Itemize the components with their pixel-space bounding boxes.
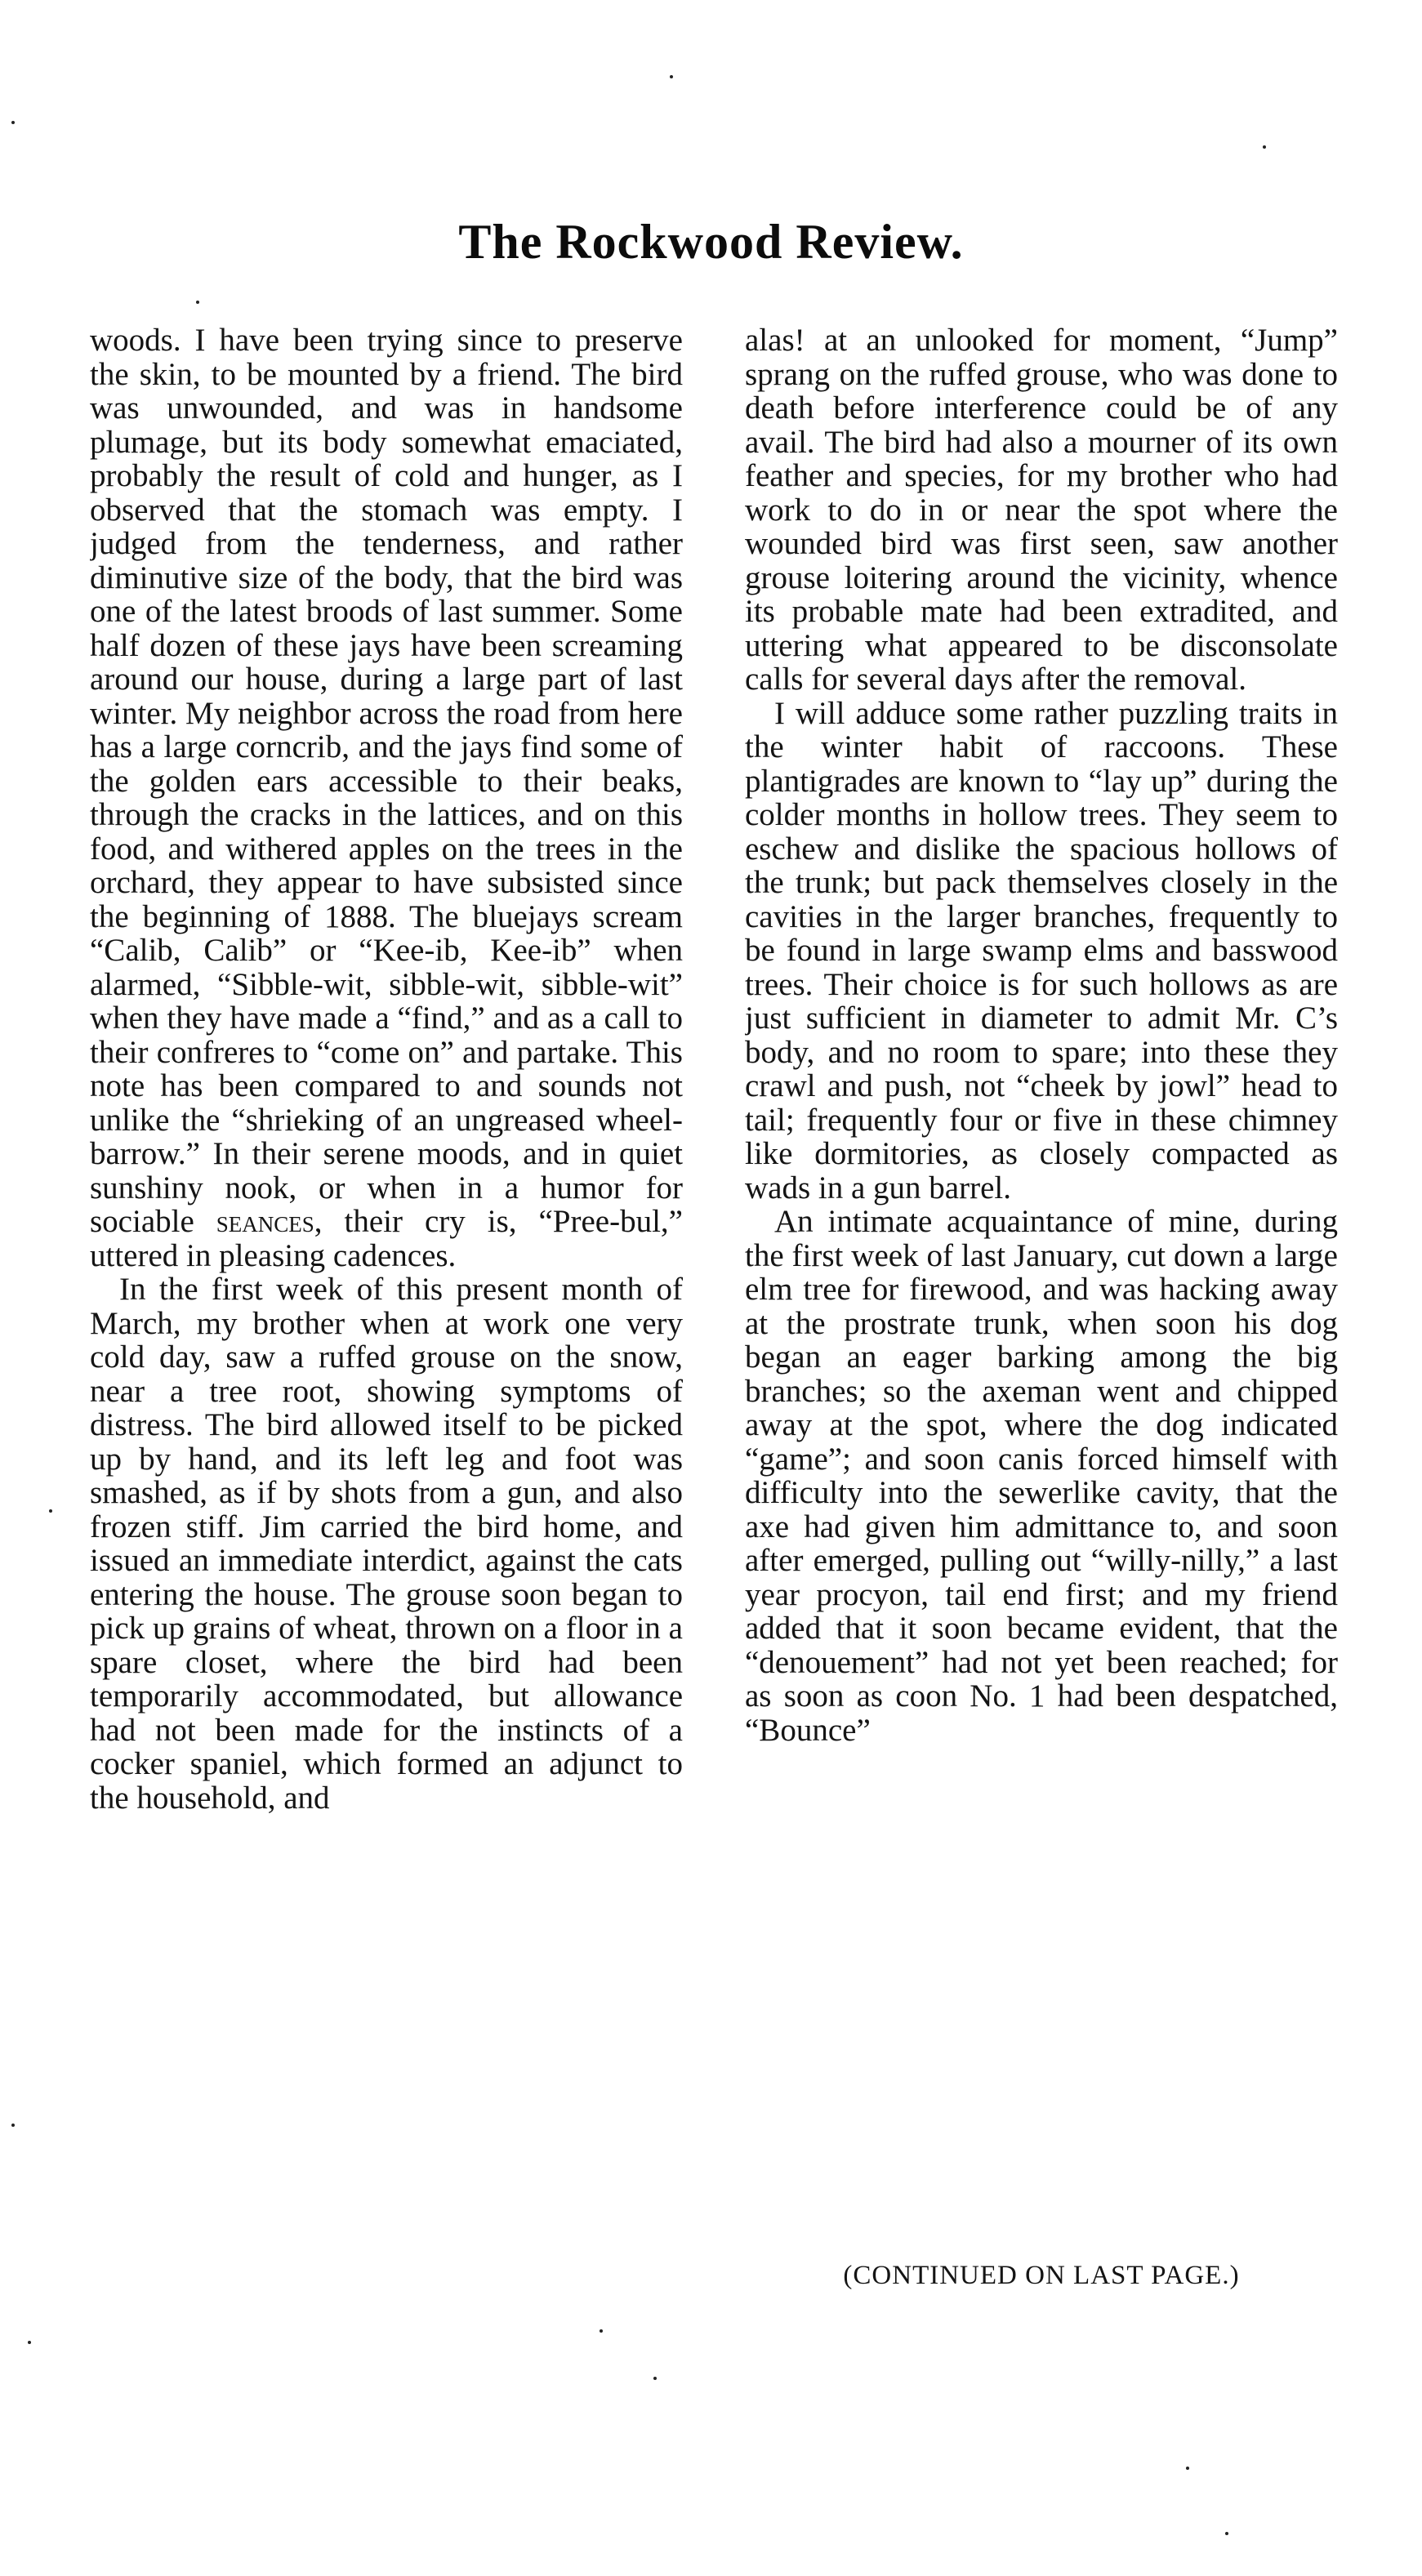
continued-notice: (CONTINUED ON LAST PAGE.): [843, 2261, 1240, 2290]
scan-speck: [1225, 2532, 1228, 2535]
paragraph: I will adduce some rather puzzling traits in the winter habit of raccoons. These plantigrades are known to “lay up” during the colder months in hollow trees. They seem to eschew and dislike the spacious hollows of the trunk; but pack themselves closely in the cavities in the larger branches, frequently to be found in large swamp elms and basswood trees. Their choice is for such hollows as are just sufficient in diameter to admit Mr. C’s body, and no room to spare; into these they crawl and push, not “cheek by jowl” head to tail; frequently four or five in these chimney like dormitories, as closely compacted as wads in a gun barrel.: [745, 695, 1338, 1206]
small-caps-word: seances: [216, 1204, 314, 1239]
scan-speck: [670, 75, 673, 78]
paragraph: alas! at an unlooked for moment, “Jump” sprang on the ruffed grouse, who was done to death before interference could be of any avail. The bird had also a mourner of its own feather and species, for my brother who had work to do in or near the spot where the wounded bird was first seen, saw another grouse loitering around the vicinity, whence its probable mate had been extradited, and uttering what appeared to be disconsolate calls for several days after the removal.: [745, 323, 1338, 697]
scan-speck: [49, 1509, 52, 1513]
paragraph-text: , their cry is, “Pree-bul,” uttered in pleasing cadences.: [90, 1204, 683, 1273]
scan-speck: [28, 2341, 31, 2344]
scan-speck: [1186, 2467, 1189, 2470]
masthead-title: The Rockwood Review.: [458, 215, 964, 269]
paragraph: [90, 323, 683, 1272]
scan-speck: [1263, 145, 1266, 149]
right-column: [745, 323, 1338, 2239]
paragraph: In the first week of this present month of March, my brother when at work one very cold day, saw a ruffed grouse on the snow, near a tree root, showing symptoms of distress. The bird allowed itself to be picked up by hand, and its left leg and foot was smashed, as if by shots from a gun, and also frozen stiff. Jim carried the bird home, and issued an immediate interdict, against the cats entering the house. The grouse soon began to pick up grains of wheat, thrown on a floor in a spare closet, where the bird had been temporarily accommodated, but allowance had not been made for the instincts of a cocker spaniel, which formed an adjunct to the household, and: [90, 1272, 683, 1816]
scan-speck: [653, 2377, 657, 2380]
scan-speck: [11, 121, 15, 124]
paragraph: An intimate acquaintance of mine, during the first week of last January, cut down a large elm tree for firewood, and was hacking away at the prostrate trunk, when soon his dog began an eager barking among the big branches; so the axeman went and chipped away at the spot, where the dog indicated “game”; and soon canis forced himself with difficulty into the sewerlike cavity, that the axe had given him admittance to, and soon after emerged, pulling out “willy-nilly,” a last year procyon, tail end first; and my friend added that it soon became evident, that the “denouement” had not yet been reached; for as soon as coon No. 1 had been despatched, “Bounce”: [745, 1204, 1338, 1748]
scan-speck: [11, 2124, 15, 2127]
left-column: [90, 323, 683, 2239]
scan-speck: [600, 2329, 603, 2333]
paragraph-text: woods. I have been trying since to preserve the skin, to be mounted by a friend. The bird was unwounded, and was in handsome plumage, but its body somewhat emaciated, probably the result of cold and hunger, as I observed that the stomach was empty. I judged from the tenderness, and rather diminutive size of the body, that the bird was one of the latest broods of last summer. Some half dozen of these jays have been screaming around our house, during a large part of last winter. My neighbor across the road from here has a large corncrib, and the jays find some of the golden ears accessible to their beaks, through the cracks in the lattices, and on this food, and withered apples on the trees in the orchard, they appear to have subsisted since the beginning of 1888. The bluejays scream “Calib, Calib” or “Kee-ib, Kee-ib” when alarmed, “Sibble-wit, sibble-wit, sibble-wit” when they have made a “find,” and as a call to their confreres to “come on” and partake. This note has been compared to and sounds not unlike the “shrieking of an ungreased wheel-barrow.” In their serene moods, and in quiet sunshiny nook, or when in a humor for sociable: [90, 323, 683, 1239]
scan-speck: [196, 301, 199, 304]
